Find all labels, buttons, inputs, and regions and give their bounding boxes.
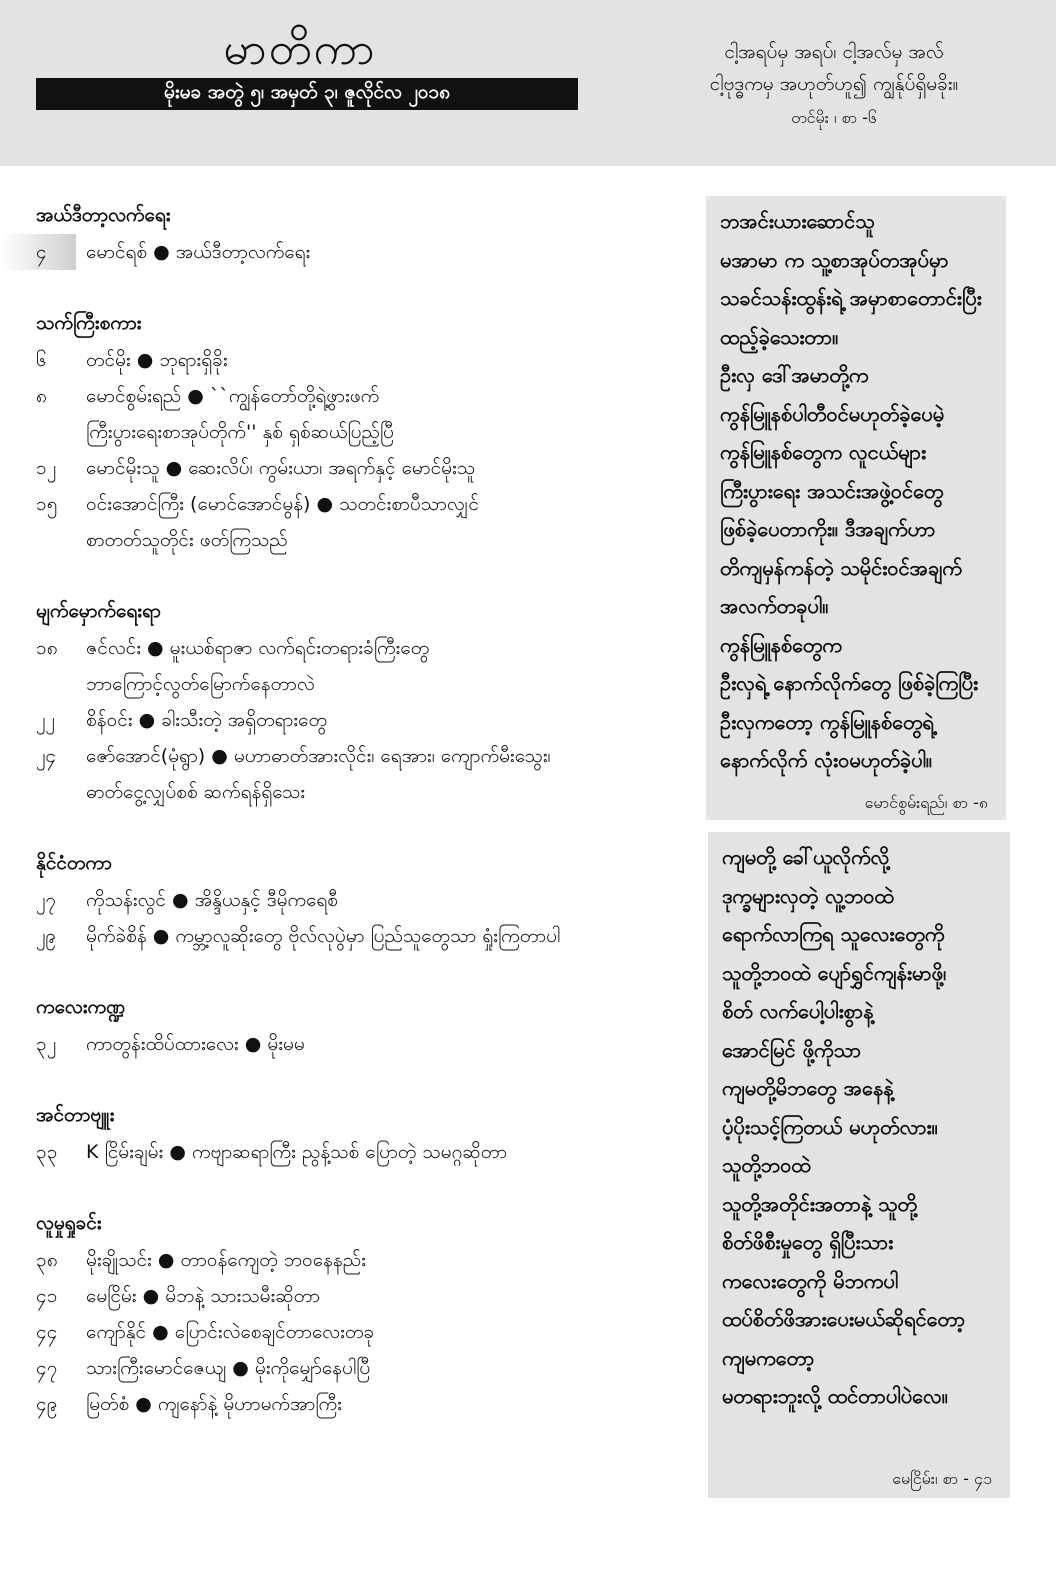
entry-text — [86, 918, 696, 954]
page-number: ၁၈ — [36, 637, 58, 659]
entry-text — [86, 342, 696, 378]
page-number: ၃၈ — [36, 1249, 58, 1271]
entry-line: သားကြီးမောင်ဇေယျ ● မိုးကိုမျှော်နေပါပြီ — [86, 1357, 371, 1379]
toc-entry[interactable] — [36, 1134, 696, 1170]
entry-line: စိန်ဝင်း ● ခါးသီးတဲ့ အရှိတရားတွေ — [86, 709, 327, 731]
section-title: လူမှုရှုခင်း — [36, 1212, 102, 1234]
entry-text — [86, 1278, 696, 1314]
excerpt-line: နောက်လိုက် လုံးဝမဟုတ်ခဲ့ပါ။ — [720, 748, 932, 772]
excerpt-line: ဘအင်းယားဆောင်သူ — [720, 209, 875, 233]
page-number: ၄ — [0, 234, 76, 270]
excerpt-line: ကျမကတော့ — [722, 1345, 815, 1370]
toc-section — [36, 988, 696, 1062]
excerpt-line: သူတို့ဘဝထဲ — [722, 1153, 811, 1177]
entry-line: မေငြိမ်း ● မိဘနဲ့ သားသမီးဆိုတာ — [86, 1285, 320, 1307]
excerpt-line: သခင်သန်းထွန်းရဲ့ အမှာစာတောင်းပြီး — [720, 286, 982, 310]
excerpt-line: ကွန်မြူနစ်တွေက — [720, 632, 842, 657]
toc-entry[interactable] — [36, 882, 696, 918]
excerpt-line: ထည့်ခဲ့သေးတာ။ — [720, 324, 839, 349]
entry-line: မောင်မိုးသူ ● ဆေးလိပ်၊ ကွမ်းယာ၊ အရက်နှင့် မောင်မိုးသူ — [86, 457, 476, 479]
excerpt-line: ပံ့ပိုးသင့်ကြတယ် မဟုတ်လား။ — [722, 1114, 938, 1139]
entry-text — [86, 882, 696, 918]
page-number: ၄၄ — [36, 1321, 58, 1343]
excerpt-line: ရောက်လာကြရ သူလေးတွေကို — [722, 922, 945, 946]
entry-line: ဇော်အောင်(မုံရွာ) ● မဟာဓာတ်အားလိုင်း၊ ရေအား၊ ကျောက်မီးသွေး၊ — [86, 745, 551, 767]
entry-line: မောင်စွမ်းရည် ● ``ကျွန်တော်တို့ရဲ့ဖွားဖက် — [86, 385, 380, 407]
excerpt-line: ထပ်စိတ်ဖိအားပေးမယ်ဆိုရင်တော့ — [722, 1307, 966, 1331]
excerpt-line: မတရားဘူးလို့ ထင်တာပါပဲလေ။ — [722, 1384, 948, 1408]
toc-section — [36, 844, 696, 954]
quote-line: ငါ့ဗုဒ္ဓကမှ အဟုတ်ဟူ၍ ကျွန်ုပ်ရှိမခိုး။ — [709, 73, 959, 95]
table-of-contents — [36, 196, 696, 1456]
toc-entry[interactable] — [36, 702, 696, 738]
excerpt-line: ကွန်မြူနစ်တွေက လူငယ်များ — [720, 440, 927, 464]
entry-line: K ငြိမ်းချမ်း ● ကဗျာဆရာကြီး ညွန့်သစ် ပြောတဲ့ သမဂ္ဂဆိုတာ — [86, 1141, 508, 1163]
section-title: ကလေးကဏ္ဍ — [36, 996, 126, 1018]
entry-text — [86, 1386, 696, 1422]
toc-section — [36, 196, 696, 270]
entry-line: တင်မိုး ● ဘုရားရှိခိုး — [86, 349, 228, 371]
section-title: မျက်မှောက်ရေးရာ — [36, 600, 161, 622]
entry-text — [86, 1026, 696, 1062]
toc-section — [36, 304, 696, 558]
excerpt-line: ဖြစ်ခဲ့ပေတာကိုး။ ဒီအချက်ဟာ — [720, 517, 936, 541]
page-number: ၈ — [36, 385, 47, 407]
toc-entry[interactable] — [36, 1278, 696, 1314]
entry-text — [86, 630, 696, 702]
entry-text — [86, 1350, 696, 1386]
excerpt-box-2 — [708, 832, 1010, 1498]
page-number: ၁၅ — [36, 493, 58, 515]
header-quote — [640, 36, 1028, 134]
entry-line: ကိုသန်းလွင် ● အိန္ဒိယနှင့် ဒီမိုကရေစီ — [86, 889, 338, 911]
excerpt-line: တိကျမှန်ကန်တဲ့ သမိုင်းဝင်အချက် — [720, 555, 962, 580]
page-number: ၄၇ — [36, 1357, 58, 1379]
masthead-title: မာတိကာ — [223, 24, 377, 75]
toc-entry[interactable] — [36, 1026, 696, 1062]
entry-line: ကာတွန်းထိပ်ထားလေး ● မိုးမမ — [86, 1033, 305, 1055]
excerpt-line: စိတ် လက်ပေါ့ပါးစွာနဲ့ — [722, 999, 874, 1023]
excerpt-line: သူတို့အတိုင်းအတာနဲ့ သူတို့ — [722, 1191, 917, 1216]
excerpt-lines — [706, 196, 1006, 780]
toc-entry[interactable] — [36, 378, 696, 450]
excerpt-line: သူတို့ဘဝထဲ ပျော်ရွှင်ကျန်းမာဖို့၊ — [722, 960, 947, 985]
header-band — [0, 0, 1056, 166]
excerpt-citation: မောင်စွမ်းရည်၊ စာ -၈ — [864, 793, 988, 812]
entry-text — [86, 234, 696, 270]
excerpt-line: ကွန်မြူနစ်ပါတီဝင်မဟုတ်ခဲ့ပေမဲ့ — [720, 401, 945, 426]
excerpt-citation: မေငြိမ်း၊ စာ - ၄၁ — [892, 1469, 992, 1488]
entry-text — [86, 1242, 696, 1278]
section-title: အင်တာဗျူး — [36, 1104, 115, 1126]
page-number: ၂၄ — [36, 745, 57, 767]
excerpt-line: ကျမတို့မိဘတွေ အနေနဲ့ — [722, 1076, 894, 1100]
toc-entry[interactable] — [36, 1386, 696, 1422]
entry-line: ဝင်းအောင်ကြီး (မောင်အောင်မွန်) ● သတင်းစာပီသာလျှင် — [86, 493, 479, 515]
excerpt-line: မအာမာ က သူ့စာအုပ်တအုပ်မှာ — [720, 247, 949, 272]
excerpt-lines — [708, 832, 1010, 1416]
excerpt-line: ဦးလှ ဒေါ်အမာတို့က — [720, 363, 869, 387]
page-number: ၂၇ — [36, 889, 57, 911]
toc-section — [36, 592, 696, 810]
excerpt-line: ကျမတို့ ခေါ်ယူလိုက်လို့ — [722, 845, 890, 869]
toc-entry[interactable] — [36, 630, 696, 702]
excerpt-line: ဦးလှရဲ့ နောက်လိုက်တွေ ဖြစ်ခဲ့ကြပြီး — [720, 671, 979, 695]
toc-entry[interactable] — [36, 234, 696, 270]
excerpt-line: ဦးလှကတော့ ကွန်မြူနစ်တွေရဲ့ — [720, 709, 934, 734]
entry-text — [86, 1134, 696, 1170]
toc-entry[interactable] — [36, 738, 696, 810]
entry-line: ကျော်နိုင် ● ပြောင်းလဲစေချင်တာလေးတခု — [86, 1321, 375, 1343]
entry-line: မိုးချိုသင်း ● တာဝန်ကျေတဲ့ ဘဝနေနည်း — [86, 1249, 366, 1271]
entry-line: စာတတ်သူတိုင်း ဖတ်ကြသည် — [86, 529, 288, 551]
page-number: ၄၉ — [36, 1393, 58, 1415]
page-number: ၂၂ — [36, 709, 55, 731]
page-number: ၄၁ — [36, 1285, 58, 1307]
quote-citation: တင်မိုး ၊ စာ -၆ — [791, 108, 877, 127]
quote-line: ငါ့အရပ်မှ အရပ်၊ ငါ့အလ်မှ အလ် — [724, 41, 944, 63]
entry-text — [86, 450, 696, 486]
toc-entry[interactable] — [36, 918, 696, 954]
entry-text — [86, 378, 696, 450]
excerpt-line: စိတ်ဖိစီးမှုတွေ ရှိပြီးသား — [722, 1230, 894, 1254]
entry-text — [86, 702, 696, 738]
toc-entry[interactable] — [36, 450, 696, 486]
toc-entry[interactable] — [36, 1314, 696, 1350]
entry-text — [86, 486, 696, 558]
page-number: ၂၉ — [36, 925, 57, 947]
entry-line: ဓာတ်ငွေ့လျှပ်စစ် ဆက်ရန်ရှိသေး — [86, 781, 306, 803]
section-title: အယ်ဒီတာ့လက်ရေး — [36, 204, 171, 226]
excerpt-line: ဒုက္ခများလှတဲ့ လူ့ဘဝထဲ — [722, 883, 894, 908]
excerpt-line: ကြီးပွားရေး အသင်းအဖွဲ့ဝင်တွေ — [720, 478, 944, 503]
excerpt-line: အောင်မြင် ဖို့ကိုသာ — [722, 1037, 862, 1062]
excerpt-line: ကလေးတွေကို မိဘကပါ — [722, 1268, 899, 1293]
entry-line: ကြီးပွားရေးစာအုပ်တိုက်'' နှစ် ရှစ်ဆယ်ပြည့်ပြီ — [86, 421, 394, 443]
toc-entry[interactable] — [36, 1242, 696, 1278]
toc-section — [36, 1096, 696, 1170]
entry-line: ဘာကြောင့်လွတ်မြောက်နေတာလဲ — [86, 673, 315, 695]
page-number: ၆ — [36, 349, 47, 371]
page-number: ၃၃ — [36, 1141, 58, 1163]
issue-bar: မိုးမခ အတွဲ ၅၊ အမှတ် ၃၊ ဇူလိုင်လ ၂၀၁၈ — [36, 78, 578, 110]
toc-entry[interactable] — [36, 342, 696, 378]
toc-entry[interactable] — [36, 486, 696, 558]
entry-text — [86, 1314, 696, 1350]
excerpt-box-1 — [706, 196, 1006, 820]
entry-line: မောင်ရစ် ● အယ်ဒီတာ့လက်ရေး — [86, 241, 311, 263]
toc-section — [36, 1204, 696, 1422]
page-number: ၃၂ — [36, 1033, 57, 1055]
entry-line: မြတ်စံ ● ကျနော်နဲ့ မိုဟာမက်အာကြီး — [86, 1393, 342, 1415]
entry-text — [86, 738, 696, 810]
section-title: နိုင်ငံတကာ — [36, 852, 112, 874]
entry-line: မိုက်ခဲစိန် ● ကမ္ဘာ့လူဆိုးတွေ ဗိုလ်လုပွဲမှာ ပြည်သူတွေသာ ရှုံးကြတာပါ — [86, 925, 561, 947]
entry-line: ဇင်လင်း ● မူးယစ်ရာဇာ လက်ရင်းတရားခံကြီးတွေ — [86, 637, 430, 659]
section-title: သက်ကြီးစကား — [36, 312, 142, 334]
page-number: ၁၂ — [36, 457, 57, 479]
toc-entry[interactable] — [36, 1350, 696, 1386]
excerpt-line: အလက်တခုပါ။ — [720, 594, 829, 618]
